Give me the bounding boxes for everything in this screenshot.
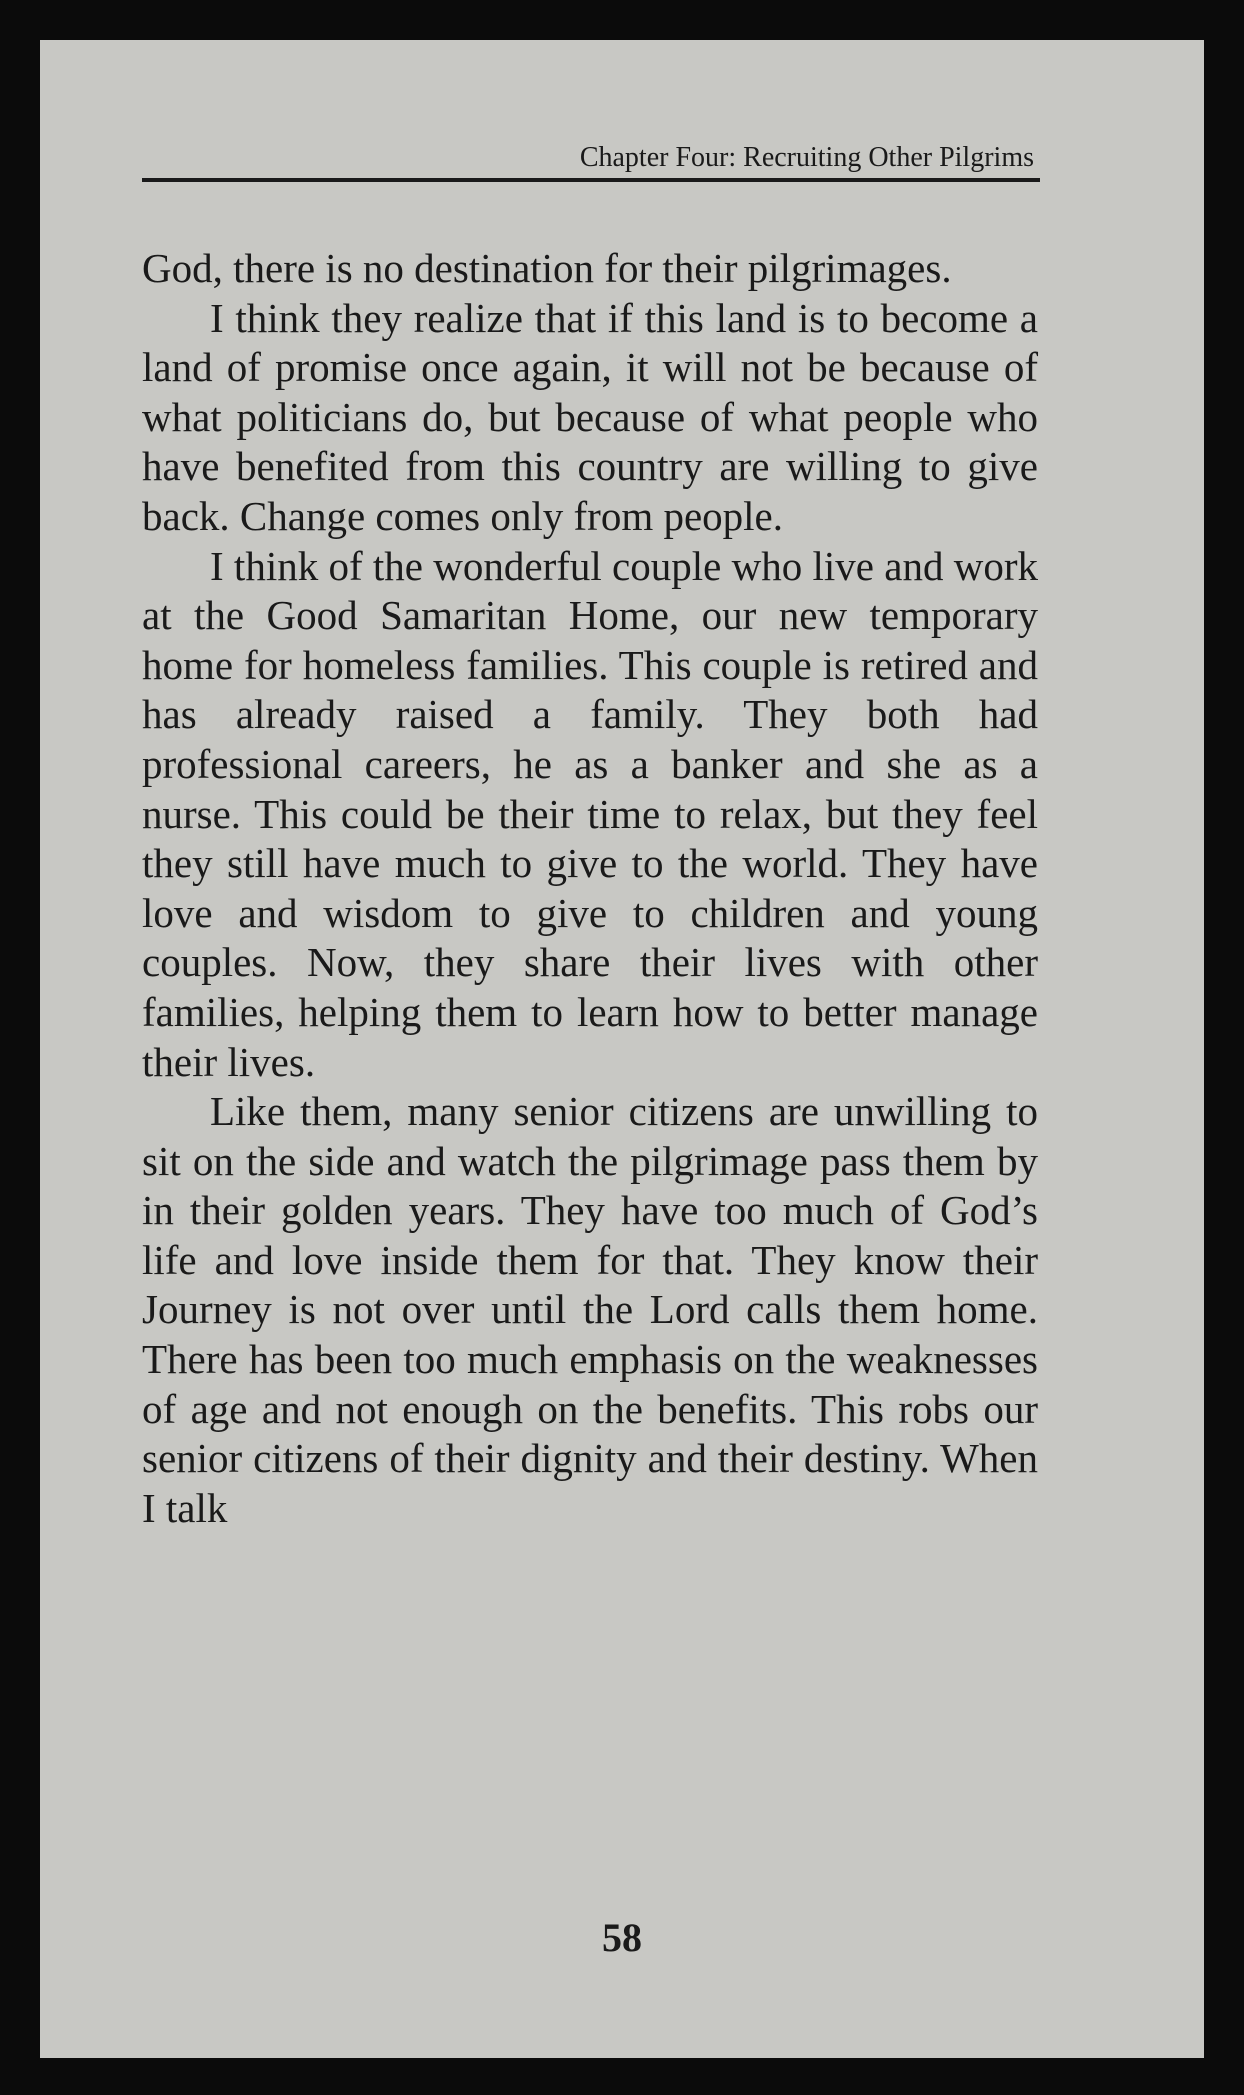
header-rule	[142, 178, 1040, 182]
book-page	[40, 40, 1204, 2058]
paragraph: I think of the wonderful couple who live and work at the Good Samaritan Home, our new temporary home for homeless families. This couple is retired and has already raised a family. They both had professional careers, he as a banker and she as a nurse. This could be their time to relax, but they feel they still have much to give to the world. They have love and wisdom to give to children and young couples. Now, they share their lives with other families, helping them to learn how to better manage their lives.	[142, 542, 1038, 1085]
body-text	[142, 244, 1038, 1533]
page-number: 58	[602, 1915, 642, 1960]
running-head: Chapter Four: Recruiting Other Pilgrims	[579, 142, 1034, 173]
paragraph: Like them, many senior citizens are unwilling to sit on the side and watch the pilgrimage pass them by in their golden years. They have too much of God’s life and love inside them for that. They know their Journey is not over until the Lord calls them home. There has been too much emphasis on the weaknesses of age and not enough on the benefits. This robs our senior citizens of their dignity and their destiny. When I talk	[142, 1088, 1038, 1531]
paragraph: I think they realize that if this land is to become a land of promise once again, it will not be because of what politicians do, but because of what people who have benefited from this country are willing to give back. Change comes only from people.	[142, 294, 1038, 539]
paragraph-continued: God, there is no destination for their pilgrimages.	[142, 245, 952, 291]
